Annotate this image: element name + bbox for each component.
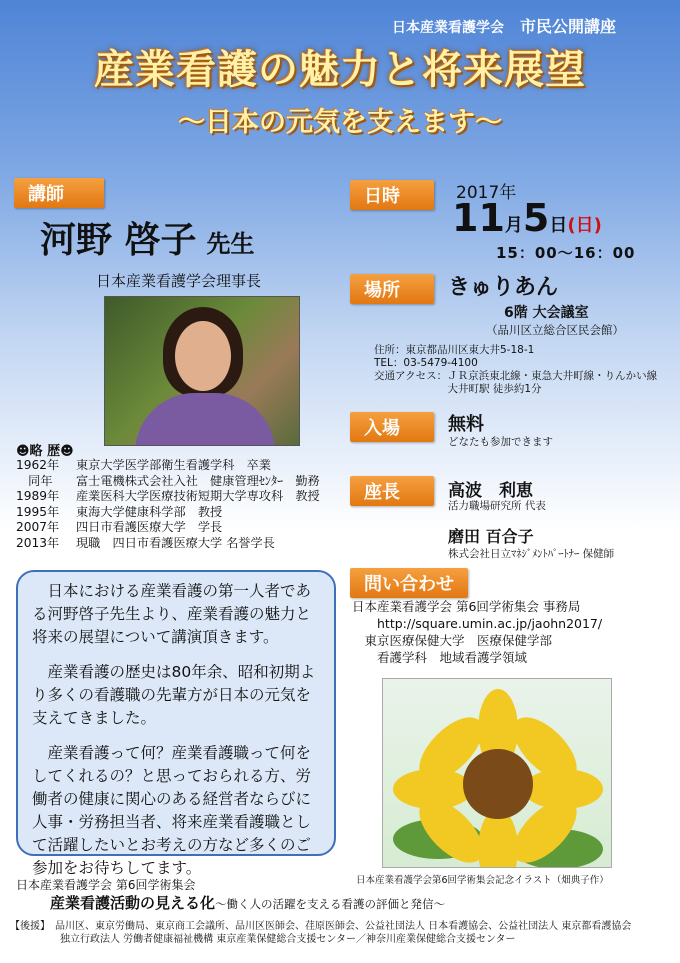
message-paragraph: 産業看護って何？産業看護職って何をしてくれるの？と思っておられる方、労働者の健康に関心のある経営者ならびに人事・労務担当者、将来産業看護職として活躍したいとお考えの方など多くのご参加をお待ちしてます。: [32, 744, 312, 877]
sunflower-illustration: [382, 678, 612, 868]
event-date: 11月5日(日): [452, 196, 602, 240]
bio-row: 2013年 現職 四日市看護医療大学 名誉学長: [16, 535, 275, 550]
lecturer-name: 河野 啓子 先生: [40, 220, 255, 261]
admission-tag: 入場: [350, 412, 434, 442]
chair1-org: 活力職場研究所 代表: [448, 500, 546, 512]
page-subtitle: 〜日本の元気を支えます〜: [178, 107, 502, 138]
message-box: [16, 570, 336, 877]
bio-row: 2007年 四日市看護医療大学 学長: [16, 520, 223, 535]
chair2-org: 株式会社日立ﾏﾈｼﾞﾒﾝﾄﾊﾟｰﾄﾅｰ 保健師: [448, 548, 615, 560]
lecturer-tag: 講師: [14, 178, 104, 208]
bio-row: 1995年 東海大学健康科学部 教授: [16, 504, 223, 519]
event-time: 15：00〜16：00: [496, 244, 636, 262]
datetime-tag: 日時: [350, 180, 434, 210]
bio-row: 1989年 産業医科大学医療技術短期大学専攻科 教授: [16, 489, 320, 504]
venue-hall: 6階 大会議室: [504, 305, 589, 321]
contact-url-link[interactable]: http://square.umin.ac.jp/jaohn2017/: [352, 616, 603, 631]
footer-sponsors: 【後援】 品川区、東京労働局、東京商工会議所、品川区医師会、荏原医師会、公益社団法人 日本看護協会、公益社団法人 東京都看護協会 独立行政法人 労働者健康福祉機構 東京産業保健総合支援センター／神奈川産業保健総合支援センター: [10, 921, 632, 945]
venue-note: （品川区立総合区民会館）: [486, 323, 624, 337]
chair1-name: 高波 利恵: [448, 481, 533, 501]
bio-list: [16, 458, 320, 552]
admission-note: どなたも参加できます: [448, 436, 553, 448]
contact-tag: 問い合わせ: [350, 568, 468, 598]
lecturer-photo: [104, 296, 300, 446]
header-org: 日本産業看護学会 市民公開講座: [392, 17, 617, 36]
chair-tag: 座長: [350, 476, 434, 506]
place-tag: 場所: [350, 274, 434, 304]
message-paragraph: 日本における産業看護の第一人者である河野啓子先生より、産業看護の魅力と将来の展望について講演頂きます。: [32, 582, 312, 646]
venue-name: きゅりあん: [448, 275, 559, 300]
page-title: 産業看護の魅力と将来展望: [94, 47, 586, 93]
venue-address: 住所：東京都品川区東大井5-18-1 TEL：03-5479-4100 交通アクセス：ＪＲ京浜東北線・東急大井町線・りんかい線 大井町駅 徒歩約1分: [374, 344, 658, 395]
message-paragraph: 産業看護の歴史は80年余、昭和初期より多くの看護職の先輩方が日本の元気を支えてきました。: [32, 663, 316, 727]
admission-value: 無料: [448, 414, 484, 435]
bio-row: 同年 富士電機株式会社入社 健康管理ｾﾝﾀｰ 勤務: [16, 473, 320, 488]
event-year: 2017年: [456, 183, 517, 203]
footer-meeting: 日本産業看護学会 第6回学術集会: [16, 878, 196, 892]
contact-info: 日本産業看護学会 第6回学術集会 事務局 http://square.umin.ac.jp/jaohn2017/ 東京医療保健大学 医療保健学部 看護学科 地域看護学領域: [352, 599, 603, 665]
bio-row: 1962年 東京大学医学部衛生看護学科 卒業: [16, 458, 271, 472]
illustration-caption: 日本産業看護学会第6回学術集会記念イラスト（畑典子作）: [356, 875, 609, 886]
bio-heading: ☻略 歴☻: [16, 444, 74, 459]
lecturer-role: 日本産業看護学会理事長: [96, 272, 262, 290]
footer-theme: 産業看護活動の見える化〜働く人の活躍を支える看護の評価と発信〜: [50, 894, 446, 912]
chair2-name: 磨田 百合子: [448, 527, 534, 546]
